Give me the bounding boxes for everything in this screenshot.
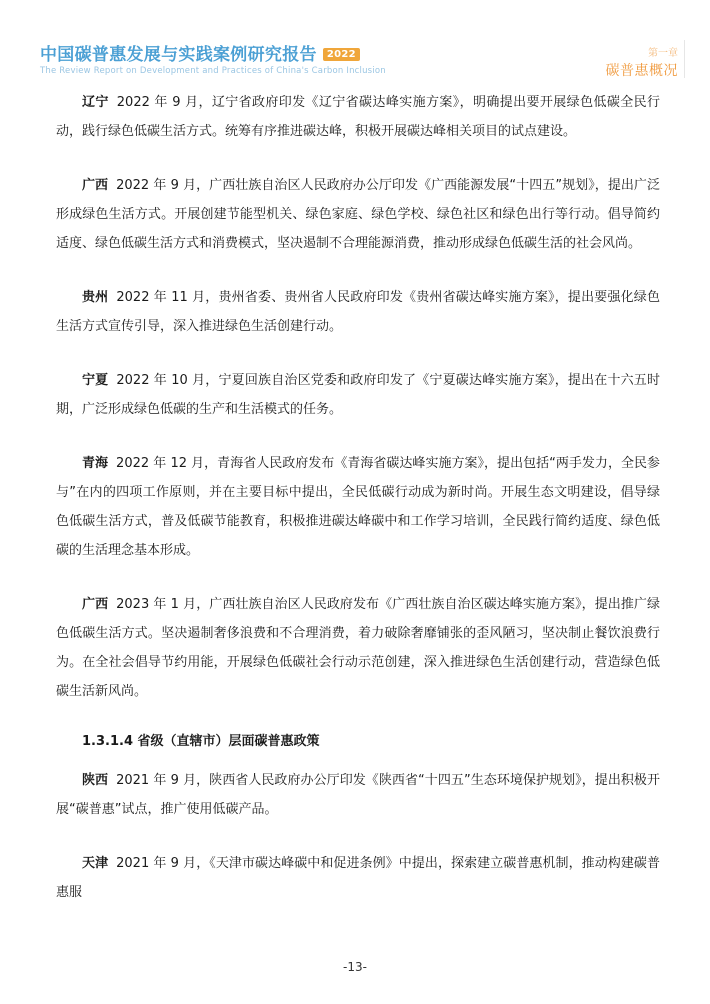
policy-paragraph [56,283,660,341]
policy-text: 2022 年 10 月，宁夏回族自治区党委和政府印发了《宁夏碳达峰实施方案》，提出在十六五时期，广泛形成绿色低碳的生产和生活模式的任务。 [56,373,660,417]
policy-text: 2022 年 9 月，辽宁省政府印发《辽宁省碳达峰实施方案》，明确提出要开展绿色低碳全民行动，践行绿色低碳生活方式。统筹有序推进碳达峰，积极开展碳达峰相关项目的试点建设。 [56,95,660,139]
policy-paragraph [56,366,660,424]
region-label: 辽宁 [82,95,109,110]
region-label: 广西 [82,178,109,193]
header-divider [684,40,685,78]
page-body [56,88,660,932]
report-title-text: 中国碳普惠发展与实践案例研究报告 [40,45,317,65]
report-subtitle: The Review Report on Development and Practices of China's Carbon Inclusion [40,66,386,76]
region-label: 天津 [82,856,109,871]
page-header [0,0,710,82]
policy-paragraph [56,766,660,824]
policy-paragraph [56,88,660,146]
region-label: 贵州 [82,290,109,305]
policy-paragraph [56,171,660,258]
policy-paragraph [56,590,660,706]
page-number: -13- [343,960,367,974]
region-label: 陕西 [82,773,109,788]
section-heading: 1.3.1.4 省级（直辖市）层面碳普惠政策 [82,734,320,749]
region-label: 青海 [82,456,109,471]
region-label: 广西 [82,597,109,612]
policy-text: 2022 年 11 月，贵州省委、贵州省人民政府印发《贵州省碳达峰实施方案》，提出要强化绿色生活方式宣传引导，深入推进绿色生活创建行动。 [56,290,660,334]
policy-text: 2021 年 9 月，陕西省人民政府办公厅印发《陕西省“十四五”生态环境保护规划》，提出积极开展“碳普惠”试点，推广使用低碳产品。 [56,773,660,817]
year-badge: 2022 [323,48,360,61]
policy-text: 2021 年 9 月，《天津市碳达峰碳中和促进条例》中提出，探索建立碳普惠机制，推动构建碳普惠服 [56,856,660,900]
policy-text: 2022 年 9 月，广西壮族自治区人民政府办公厅印发《广西能源发展“十四五”规划》，提出广泛形成绿色生活方式。开展创建节能型机关、绿色家庭、绿色学校、绿色社区和绿色出行等行动。倡导简约适度、绿色低碳生活方式和消费模式，坚决遏制不合理能源消费，推动形成绿色低碳生活的社会风尚。 [56,178,660,251]
policy-text: 2023 年 1 月，广西壮族自治区人民政府发布《广西壮族自治区碳达峰实施方案》，提出推广绿色低碳生活方式。坚决遏制奢侈浪费和不合理消费，着力破除奢靡铺张的歪风陋习，坚决制止餐饮浪费行为。在全社会倡导节约用能，开展绿色低碳社会行动示范创建，深入推进绿色生活创建行动，营造绿色低碳生活新风尚。 [56,597,660,699]
policy-paragraph [56,849,660,907]
chapter-title: 碳普惠概况 [605,63,678,79]
region-label: 宁夏 [82,373,109,388]
policy-paragraph [56,449,660,565]
report-title [40,40,360,65]
policy-text: 2022 年 12 月，青海省人民政府发布《青海省碳达峰实施方案》，提出包括“两手发力，全民参与”在内的四项工作原则，并在主要目标中提出，全民低碳行动成为新时尚。开展生态文明建设，倡导绿色低碳生活方式，普及低碳节能教育，积极推进碳达峰碳中和工作学习培训，全民践行简约适度、绿色低碳的生活理念基本形成。 [56,456,660,558]
chapter-label: 第一章 [648,48,678,59]
